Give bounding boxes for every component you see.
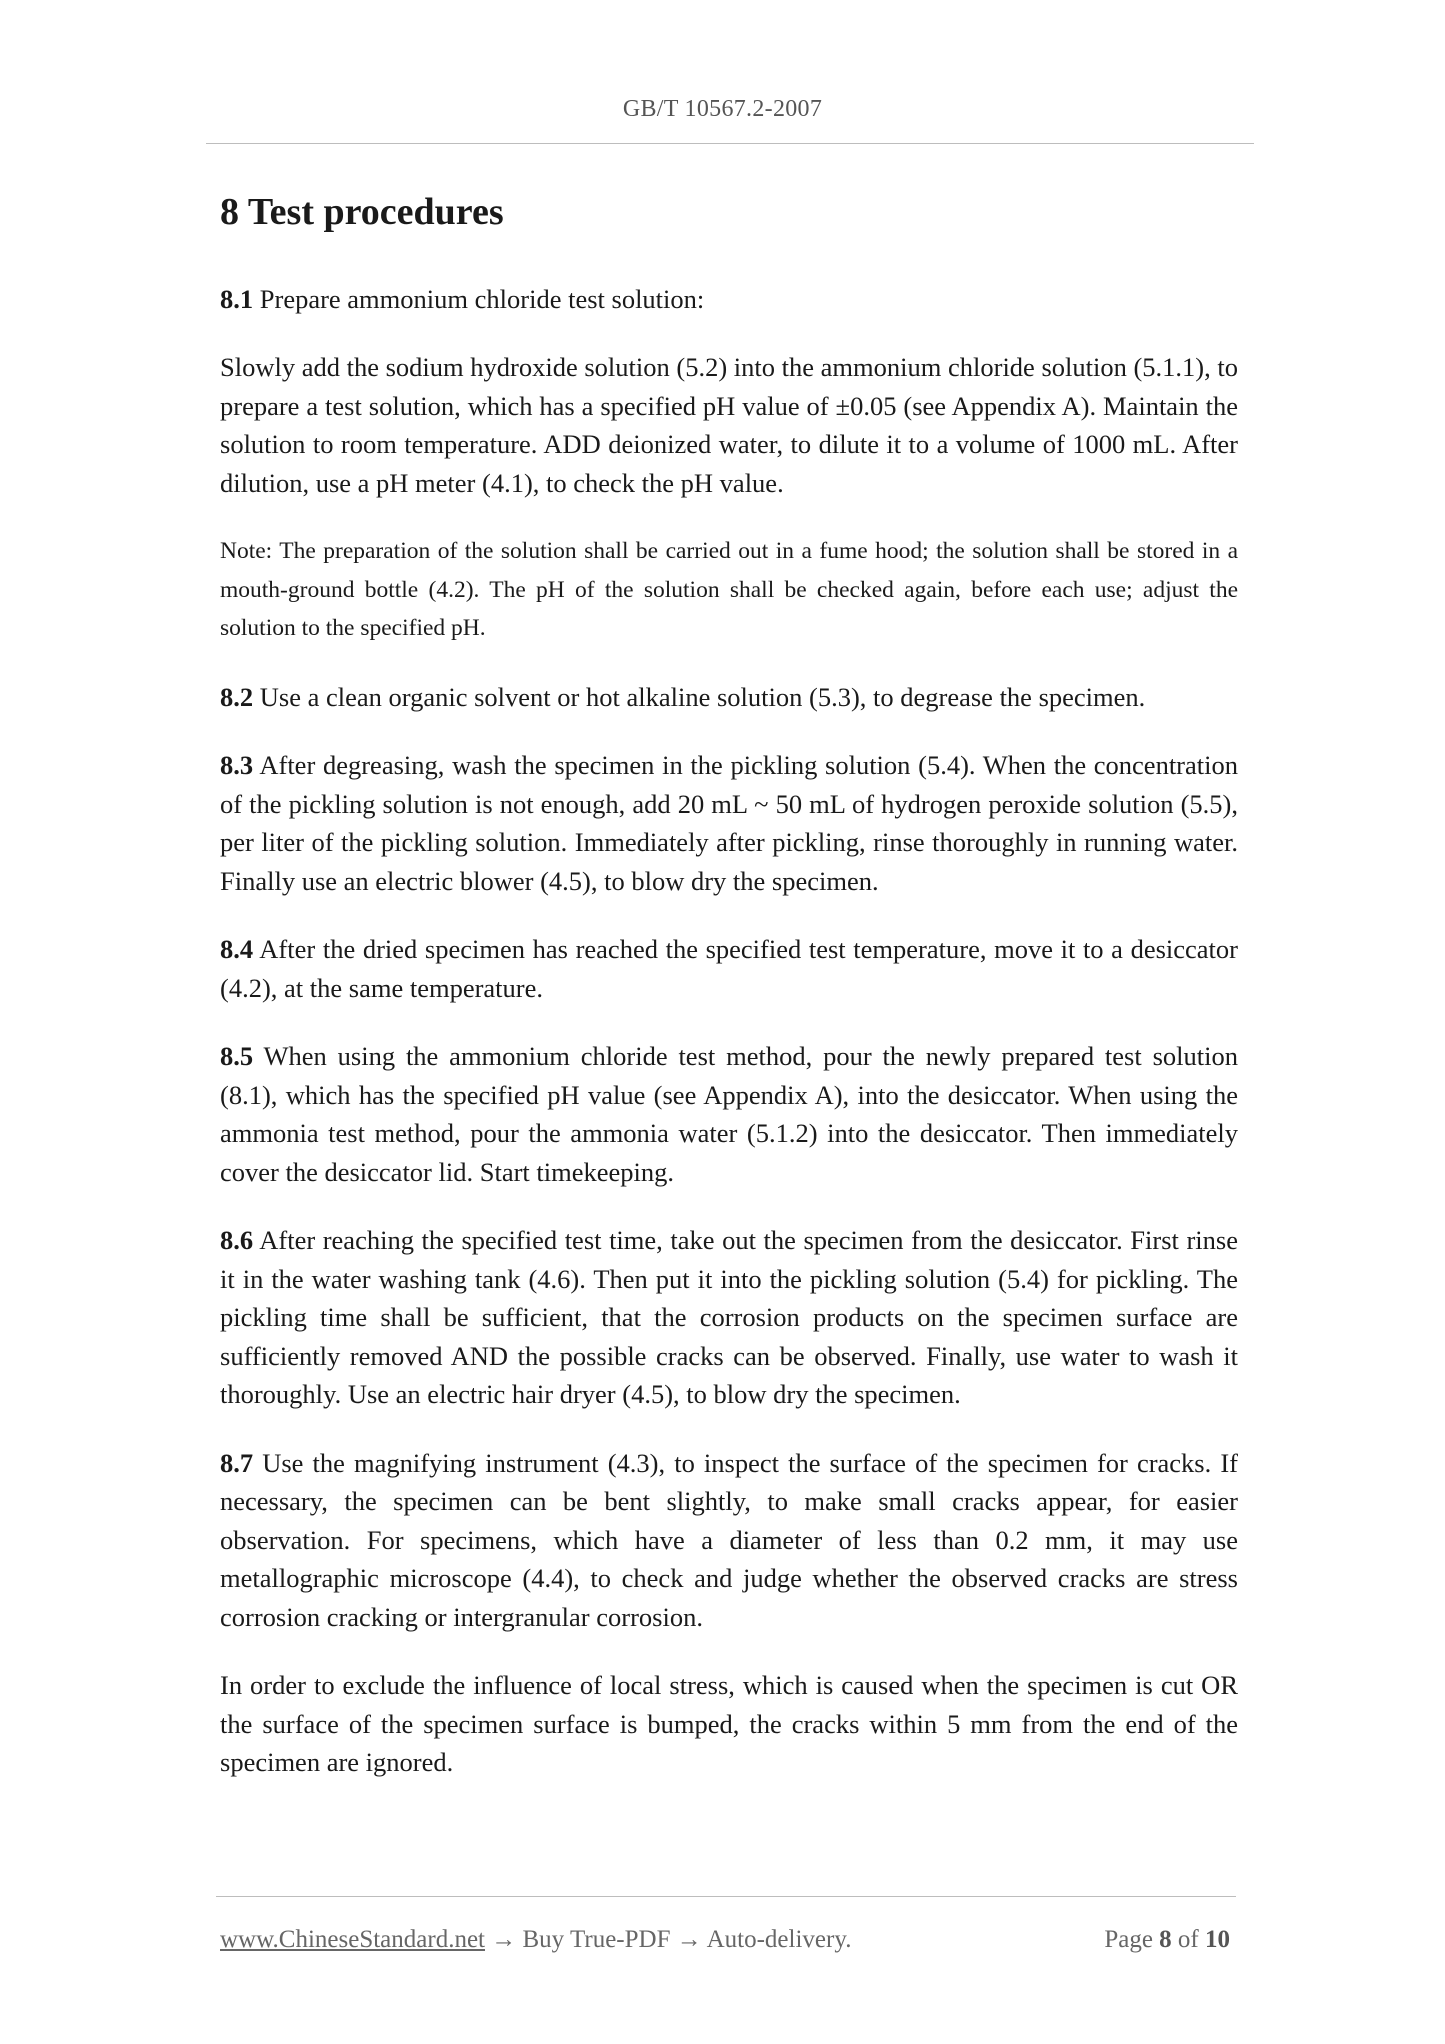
footer-divider — [216, 1896, 1236, 1897]
paragraph-8-7 — [220, 1444, 1238, 1637]
paragraph-8-3 — [220, 746, 1238, 900]
paragraph-8-6 — [220, 1221, 1238, 1414]
page-of-label: of — [1171, 1926, 1205, 1953]
footer-promo-text: → Buy True-PDF → Auto-delivery. — [485, 1926, 852, 1953]
clause-number: 8.3 — [220, 750, 254, 781]
paragraph-8-1 — [220, 280, 1238, 319]
current-page: 8 — [1159, 1926, 1172, 1953]
paragraph-text: Use the magnifying instrument (4.3), to inspect the surface of the specimen for cracks. If necessary, the specimen can be bent slightly, to make small cracks appear, for easier observation. For specimens, which have a diameter of less than 0.2 mm, it may use metallographic microscope (4.4), to check and judge whether the observed cracks are stress corrosion cracking or intergranular corrosion. — [220, 1447, 1238, 1632]
clause-number: 8.5 — [220, 1041, 254, 1072]
paragraph-text: When using the ammonium chloride test method, pour the newly prepared test solution (8.1), which has the specified pH value (see Appendix A), into the desiccator. When using the ammonia test method, pour the ammonia water (5.1.2) into the desiccator. Then immediately cover the desiccator lid. Start timekeeping. — [220, 1041, 1238, 1187]
running-header: GB/T 10567.2-2007 — [622, 96, 823, 122]
footer-promo — [220, 1926, 851, 1954]
paragraph-8-4 — [220, 930, 1238, 1007]
paragraph-8-2 — [220, 678, 1238, 717]
clause-number: 8.2 — [220, 681, 254, 712]
paragraph-text: After reaching the specified test time, take out the specimen from the desiccator. First rinse it in the water washing tank (4.6). Then put it into the pickling solution (5.4) for pickling. The pickling time shall be sufficient, that the corrosion products on the specimen surface are sufficiently removed AND the possible cracks can be observed. Finally, use water to wash it thoroughly. Use an electric hair dryer (4.5), to blow dry the specimen. — [220, 1225, 1238, 1410]
page-label: Page — [1104, 1926, 1160, 1953]
note-paragraph: Note: The preparation of the solution shall be carried out in a fume hood; the solution shall be stored in a mouth-ground bottle (4.2). The pH of the solution shall be checked again, before each use; adjust the solution to the specified pH. — [220, 538, 1238, 642]
website-link[interactable]: www.ChineseStandard.net — [220, 1926, 485, 1953]
paragraph-text: Use a clean organic solvent or hot alkaline solution (5.3), to degrease the specimen. — [253, 681, 1146, 712]
paragraph-8-5 — [220, 1037, 1238, 1191]
page-content — [220, 190, 1238, 1812]
clause-number: 8.7 — [220, 1447, 254, 1478]
page-number — [1104, 1926, 1230, 1954]
clause-number: 8.4 — [220, 934, 254, 965]
paragraph-8-1-body: Slowly add the sodium hydroxide solution (5.2) into the ammonium chloride solution (5.1.1), to prepare a test solution, which has a specified pH value of ±0.05 (see Appendix A). Maintain the solution to room temperature. ADD deionized water, to dilute it to a volume of 1000 mL. After dilution, use a pH meter (4.1), to check the pH value. — [220, 352, 1238, 498]
header-divider — [206, 143, 1254, 144]
clause-number: 8.6 — [220, 1225, 254, 1256]
paragraph-text: After the dried specimen has reached the specified test temperature, move it to a desiccator (4.2), at the same temperature. — [220, 934, 1238, 1003]
total-pages: 10 — [1205, 1926, 1230, 1953]
clause-number: 8.1 — [220, 283, 254, 314]
paragraph-text: Prepare ammonium chloride test solution: — [253, 283, 705, 314]
section-title: 8 Test procedures — [220, 191, 504, 233]
paragraph-text: After degreasing, wash the specimen in the pickling solution (5.4). When the concentration of the pickling solution is not enough, add 20 mL ~ 50 mL of hydrogen peroxide solution (5.5), per liter of the pickling solution. Immediately after pickling, rinse thoroughly in running water. Finally use an electric blower (4.5), to blow dry the specimen. — [220, 750, 1238, 896]
paragraph-8-7-continued: In order to exclude the influence of local stress, which is caused when the specimen is cut OR the surface of the specimen surface is bumped, the cracks within 5 mm from the end of the specimen are ignored. — [220, 1670, 1238, 1778]
